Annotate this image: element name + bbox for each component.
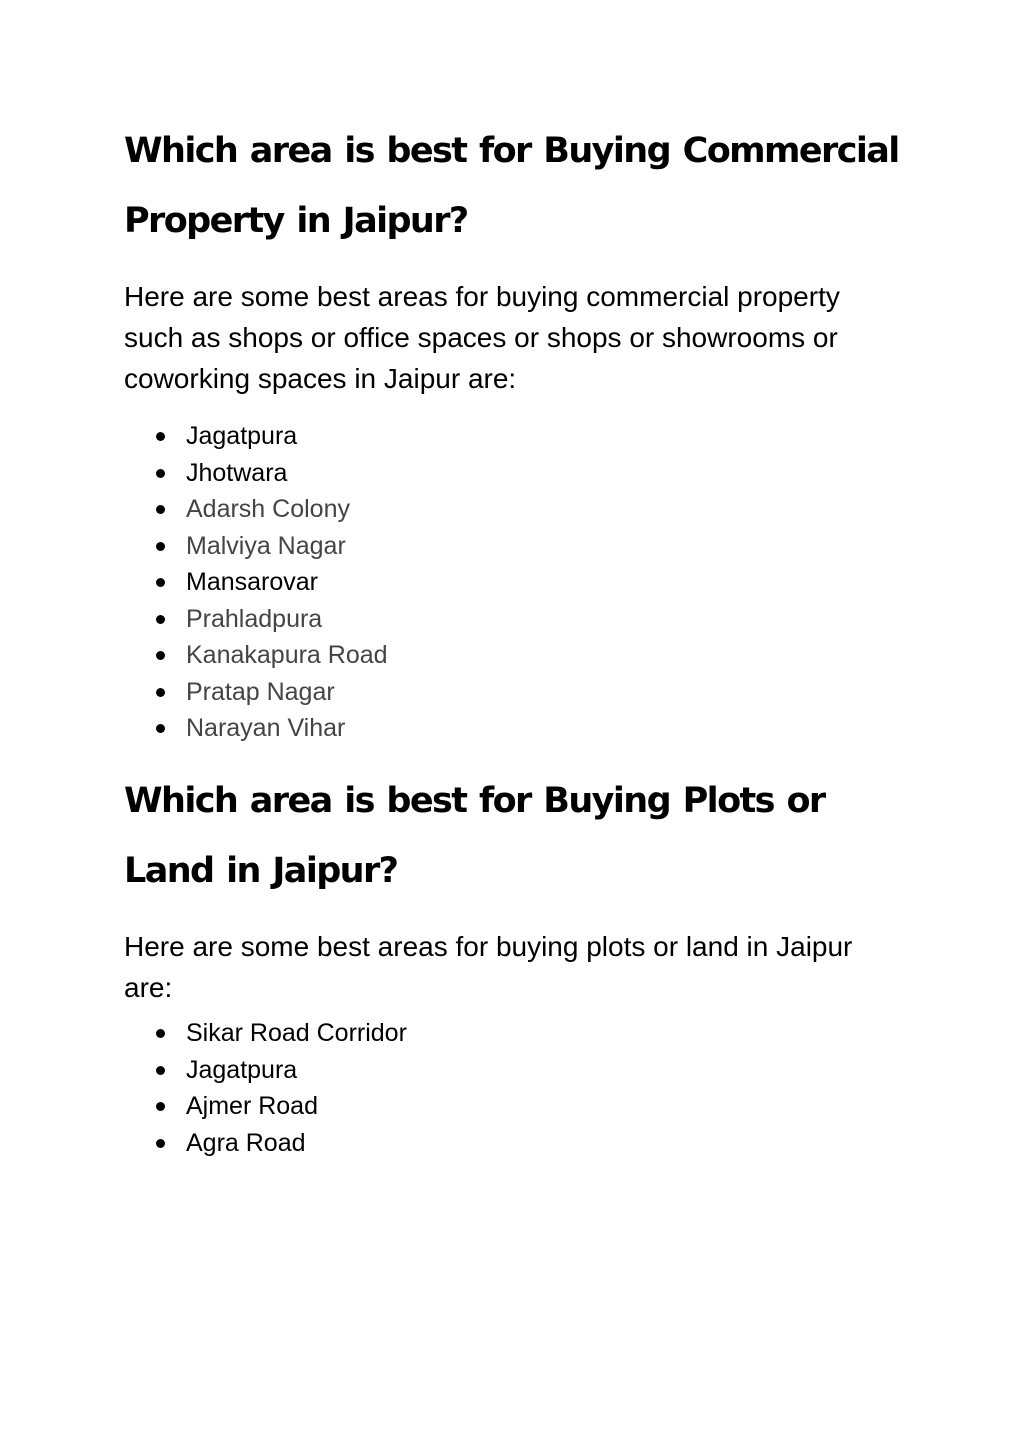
- area-list-plots: [156, 1015, 407, 1161]
- bullet-icon: [156, 505, 165, 514]
- section-heading-commercial: Which area is best for Buying Commercial Property in Jaipur?: [124, 131, 899, 241]
- bullet-icon: [156, 469, 165, 478]
- bullet-icon: [156, 724, 165, 733]
- list-item: Narayan Vihar: [156, 710, 388, 747]
- bullet-icon: [156, 432, 165, 441]
- section-intro-commercial: Here are some best areas for buying commercial property such as shops or office spaces or shops or showrooms or coworking spaces in Jaipur are:: [124, 281, 840, 394]
- list-item: Kanakapura Road: [156, 637, 388, 674]
- bullet-icon: [156, 542, 165, 551]
- bullet-icon: [156, 1139, 165, 1148]
- list-item: Jagatpura: [156, 418, 388, 455]
- bullet-icon: [156, 1029, 165, 1038]
- bullet-icon: [156, 688, 165, 697]
- bullet-icon: [156, 1102, 165, 1111]
- list-item: Adarsh Colony: [156, 491, 388, 528]
- list-item: Sikar Road Corridor: [156, 1015, 407, 1052]
- section-heading-plots: Which area is best for Buying Plots or Land in Jaipur?: [124, 781, 825, 891]
- list-item: Jhotwara: [156, 455, 388, 492]
- list-item: Prahladpura: [156, 601, 388, 638]
- list-item: Pratap Nagar: [156, 674, 388, 711]
- list-item: Mansarovar: [156, 564, 388, 601]
- bullet-icon: [156, 578, 165, 587]
- bullet-icon: [156, 1066, 165, 1075]
- list-item: Malviya Nagar: [156, 528, 388, 565]
- section-intro-plots: Here are some best areas for buying plots or land in Jaipur are:: [124, 931, 853, 1003]
- bullet-icon: [156, 651, 165, 660]
- list-item: Jagatpura: [156, 1052, 407, 1089]
- list-item: Agra Road: [156, 1125, 407, 1162]
- list-item: Ajmer Road: [156, 1088, 407, 1125]
- bullet-icon: [156, 615, 165, 624]
- area-list-commercial: [156, 418, 388, 747]
